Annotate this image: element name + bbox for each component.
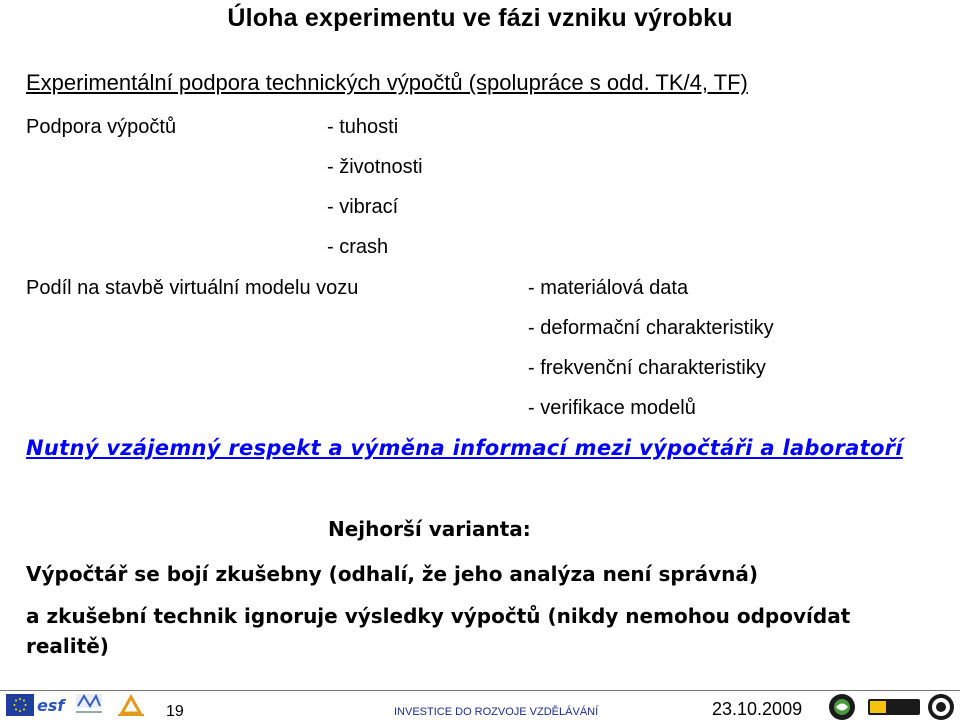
support-item-stiffness: - tuhosti: [327, 116, 399, 138]
footer-date: 23.10.2009: [712, 699, 803, 719]
tecnet-logo: [868, 696, 920, 718]
esf-logo: [36, 694, 66, 716]
share-item-verification: - verifikace modelů: [528, 397, 696, 419]
support-item-durability: - životnosti: [327, 156, 423, 178]
worst-heading: Nejhorší varianta:: [328, 517, 531, 541]
share-item-deformation: - deformační charakteristiky: [528, 317, 774, 339]
worst-line-2b: realitě): [26, 634, 109, 658]
page-number: 19: [166, 703, 184, 720]
msmt-logo: [72, 692, 106, 718]
support-item-crash: - crash: [327, 236, 389, 258]
slide-subtitle: Experimentální podpora technických výpočtů (spolupráce s odd. TK/4, TF): [26, 70, 748, 95]
program-label: INVESTICE DO ROZVOJE VZDĚLÁVÁNÍ: [394, 706, 599, 718]
support-item-vibration: - vibrací: [327, 196, 399, 218]
footer-divider: [0, 690, 960, 691]
op-vk-logo: [112, 693, 150, 719]
share-label: Podíl na stavbě virtuální modelu vozu: [26, 277, 359, 299]
share-item-material-data: - materiálová data: [528, 277, 689, 299]
emphasis-text: Nutný vzájemný respekt a výměna informací mezi výpočtáři a laboratoří: [26, 436, 903, 460]
slide-title: Úloha experimentu ve fázi vzniku výrobku: [227, 4, 733, 32]
eu-flag-icon: [6, 694, 34, 716]
support-label: Podpora výpočtů: [26, 116, 177, 138]
worst-line-2a: a zkušební technik ignoruje výsledky výpočtů (nikdy nemohou odpovídat: [26, 604, 851, 628]
skoda-logo: [826, 692, 858, 722]
tu-logo: [926, 692, 956, 722]
svg-text:esf: esf: [37, 696, 65, 715]
share-item-frequency: - frekvenční charakteristiky: [528, 357, 766, 379]
worst-line-1: Výpočtář se bojí zkušebny (odhalí, že jeho analýza není správná): [26, 562, 758, 586]
